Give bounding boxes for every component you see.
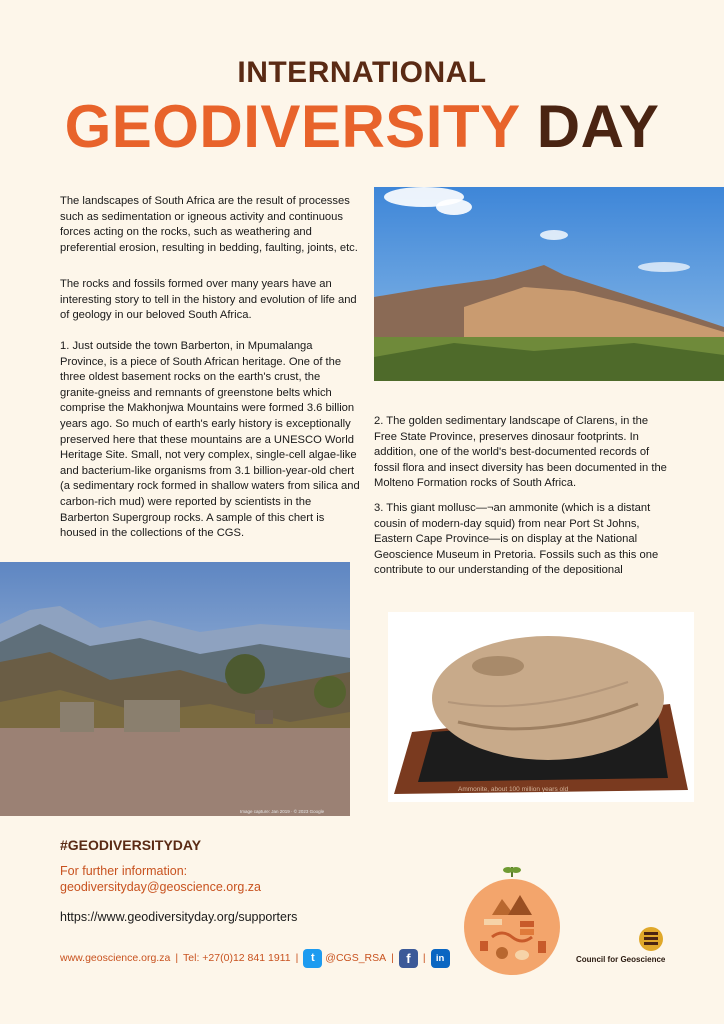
footer-separator: |: [391, 952, 394, 964]
twitter-handle[interactable]: @CGS_RSA: [325, 952, 387, 964]
supporters-link[interactable]: https://www.geodiversityday.org/supporters: [60, 910, 298, 924]
page-title-line2: [0, 92, 724, 161]
clarens-paragraph: 2. The golden sedimentary landscape of Clarens, in the Free State Province, preserves dinosaur footprints. In addition, one of the world's best-documented records of fossil flora and insect diversity has been documented in the Molteno Formation rocks of South Africa.: [374, 415, 667, 490]
rocks-fossils-paragraph: The rocks and fossils formed over many years have an interesting story to tell in the history and evolution of life and of geology in our beloved South Africa.: [60, 278, 357, 322]
twitter-icon[interactable]: t: [303, 949, 322, 968]
hashtag[interactable]: #GEODIVERSITYDAY: [60, 837, 202, 853]
facebook-icon[interactable]: f: [399, 949, 418, 968]
footer-separator: |: [175, 952, 179, 964]
linkedin-icon[interactable]: in: [431, 949, 450, 968]
intro-paragraph: The landscapes of South Africa are the result of processes such as sedimentation or igneous activity and continuous forces acting on the rocks, such as weathering and preferential erosion, resulting in bedding, faulting, joints, etc.: [60, 195, 358, 254]
page-title-line1: INTERNATIONAL: [237, 56, 487, 89]
info-email-link[interactable]: geodiversityday@geoscience.org.za: [60, 880, 261, 894]
website-link[interactable]: www.geoscience.org.za: [60, 952, 171, 964]
footer-separator: |: [295, 952, 299, 964]
barberton-paragraph: 1. Just outside the town Barberton, in Mpumalanga Province, is a piece of South African heritage. One of the three oldest basement rocks on the earth's crust, the granite-gneiss and remnants of greenstone belts which comprise the Makhonjwa Mountains were formed 3.6 billion years ago. So much of earth's early history is exceptionally preserved here that these mountains are a UNESCO World Heritage Site. Small, not very complex, single-cell algae-like and bacterium-like organisms from 3.1 billion-year-old chert (a sedimentary rock formed in shallow waters from silica and carbon-rich mud) were reported by scientists in the Barberton Supergroup rocks. A sample of this chert is housed in the collections of the CGS.: [60, 340, 360, 540]
ammonite-plaque-text: Ammonite, about 100 million years old: [458, 786, 569, 793]
clarens-landscape-photo: [374, 187, 724, 381]
barberton-mountains-photo: [0, 562, 350, 816]
ammonite-fossil-photo: [388, 612, 694, 802]
info-label: For further information:: [60, 864, 188, 878]
cgs-logo-icon: [638, 926, 664, 952]
photo-credit-caption: Image capture: Jan 2019 · © 2023 Google: [240, 809, 325, 814]
ammonite-paragraph: 3. This giant mollusc—¬an ammonite (which is a distant cousin of modern-day squid) from near Port St Johns, Eastern Cape Province—is on display at the National Geoscience Museum in Pretoria. Fossils such as this one contribute to our understanding of the depositional: [374, 502, 659, 575]
title-day: DAY: [536, 93, 660, 160]
footer-contact-bar: [60, 946, 450, 970]
footer-separator: |: [422, 952, 426, 964]
geodiversity-day-emblem: [462, 865, 562, 977]
cgs-org-name: Council for Geoscience: [576, 955, 666, 964]
telephone: Tel: +27(0)12 841 1911: [183, 952, 291, 964]
title-geodiversity: GEODIVERSITY: [64, 93, 520, 160]
